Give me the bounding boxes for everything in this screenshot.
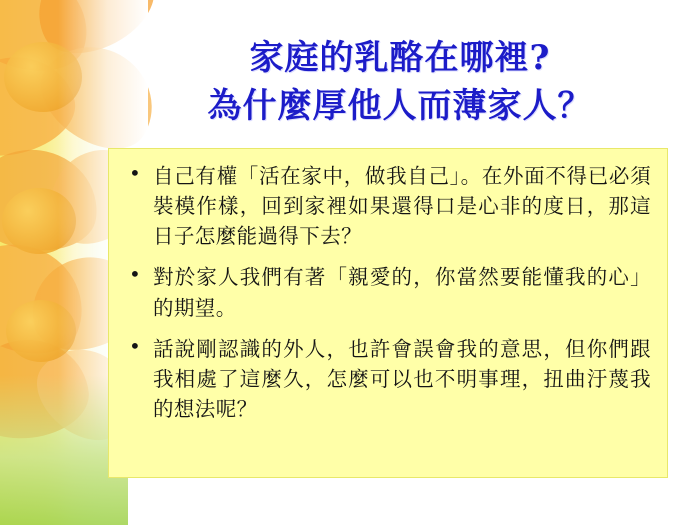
list-item: • 對於家人我們有著「親愛的，你當然要能懂我的心」的期望。 [119, 262, 651, 322]
slide-title [110, 34, 690, 131]
bullet-list [119, 161, 651, 424]
list-item: • 自己有權「活在家中，做我自己」。在外面不得已必須裝模作樣，回到家裡如果還得口是心非的度日，那這日子怎麼能過得下去？ [119, 161, 651, 251]
content-box [108, 148, 668, 478]
list-item: • 話說剛認識的外人，也許會誤會我的意思，但你們跟我相處了這麼久，怎麼可以也不明事理，扭曲汙蔑我的想法呢？ [119, 334, 651, 424]
title-line-1: 家庭的乳酪在哪裡? [249, 38, 551, 78]
title-line-2: 為什麼厚他人而薄家人？ [207, 86, 593, 127]
